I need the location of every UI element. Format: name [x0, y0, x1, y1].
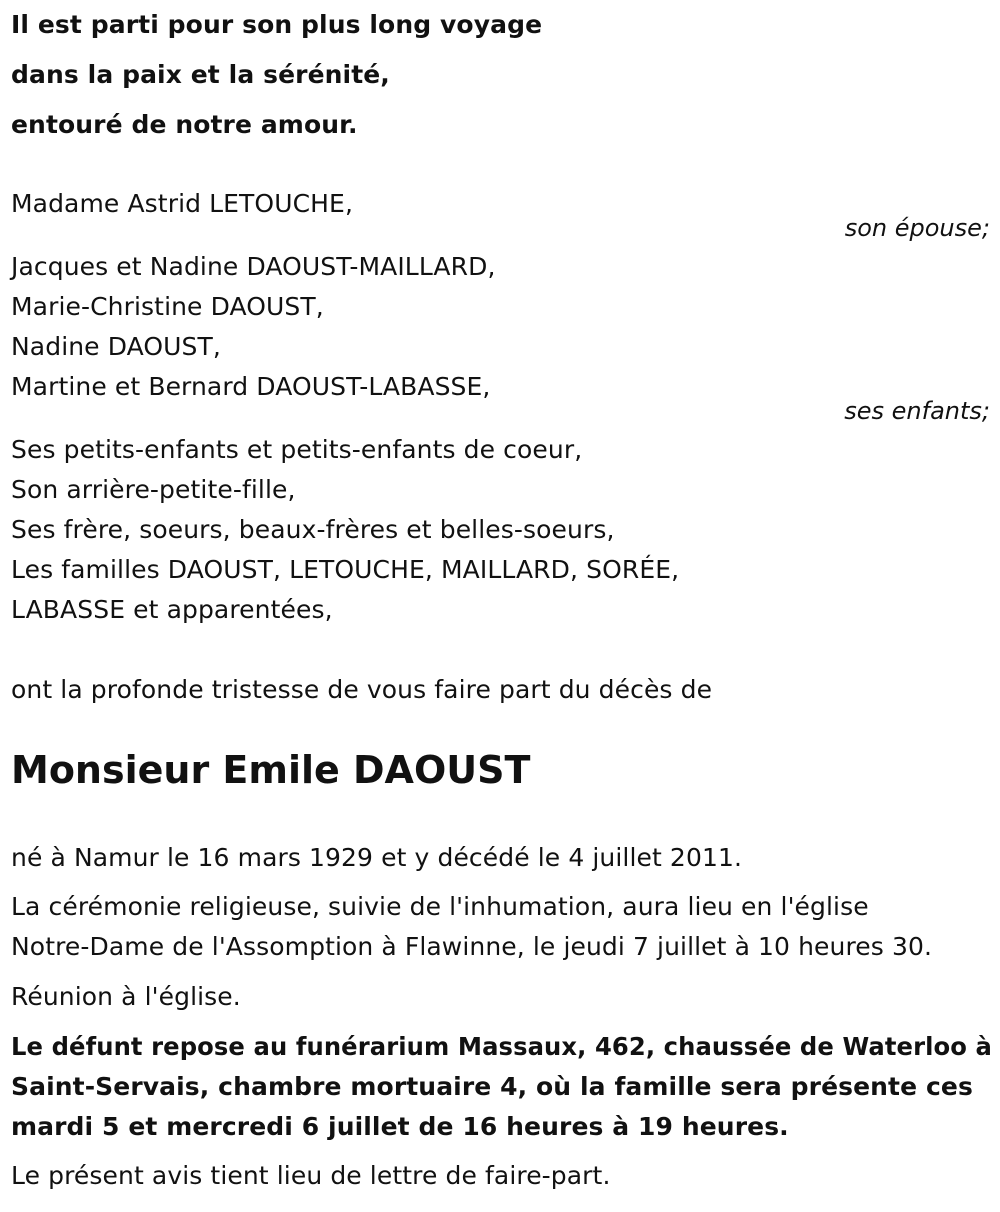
- ceremony-line-1: La cérémonie religieuse, suivie de l'inhumation, aura lieu en l'église: [11, 892, 869, 921]
- deceased-name: Monsieur Emile DAOUST: [11, 748, 531, 792]
- spouse-relation: son épouse;: [844, 214, 990, 242]
- funeral-home-line-1: Le défunt repose au funérarium Massaux, 462, chaussée de Waterloo à: [11, 1032, 992, 1061]
- family-line-5: LABASSE et apparentées,: [11, 595, 333, 624]
- family-line-2: Son arrière-petite-fille,: [11, 475, 296, 504]
- funeral-home-line-3: mardi 5 et mercredi 6 juillet de 16 heures à 19 heures.: [11, 1112, 789, 1141]
- children-relation: ses enfants;: [844, 397, 990, 425]
- announcement-text: ont la profonde tristesse de vous faire part du décès de: [11, 675, 713, 704]
- child-line-3: Nadine DAOUST,: [11, 332, 221, 361]
- intro-line-3: entouré de notre amour.: [11, 110, 358, 139]
- child-line-2: Marie-Christine DAOUST,: [11, 292, 324, 321]
- ceremony-line-2: Notre-Dame de l'Assomption à Flawinne, le jeudi 7 juillet à 10 heures 30.: [11, 932, 933, 961]
- reunion-text: Réunion à l'église.: [11, 982, 241, 1011]
- family-line-1: Ses petits-enfants et petits-enfants de coeur,: [11, 435, 583, 464]
- child-line-4: Martine et Bernard DAOUST-LABASSE,: [11, 372, 491, 401]
- closing-text: Le présent avis tient lieu de lettre de faire-part.: [11, 1161, 611, 1190]
- spouse-name: Madame Astrid LETOUCHE,: [11, 189, 353, 218]
- family-line-3: Ses frère, soeurs, beaux-frères et belles-soeurs,: [11, 515, 615, 544]
- birth-death-text: né à Namur le 16 mars 1929 et y décédé le 4 juillet 2011.: [11, 843, 743, 872]
- family-line-4: Les familles DAOUST, LETOUCHE, MAILLARD, SORÉE,: [11, 555, 680, 584]
- intro-line-2: dans la paix et la sérénité,: [11, 60, 390, 89]
- child-line-1: Jacques et Nadine DAOUST-MAILLARD,: [11, 252, 496, 281]
- intro-line-1: Il est parti pour son plus long voyage: [11, 10, 543, 39]
- funeral-home-line-2: Saint-Servais, chambre mortuaire 4, où la famille sera présente ces: [11, 1072, 973, 1101]
